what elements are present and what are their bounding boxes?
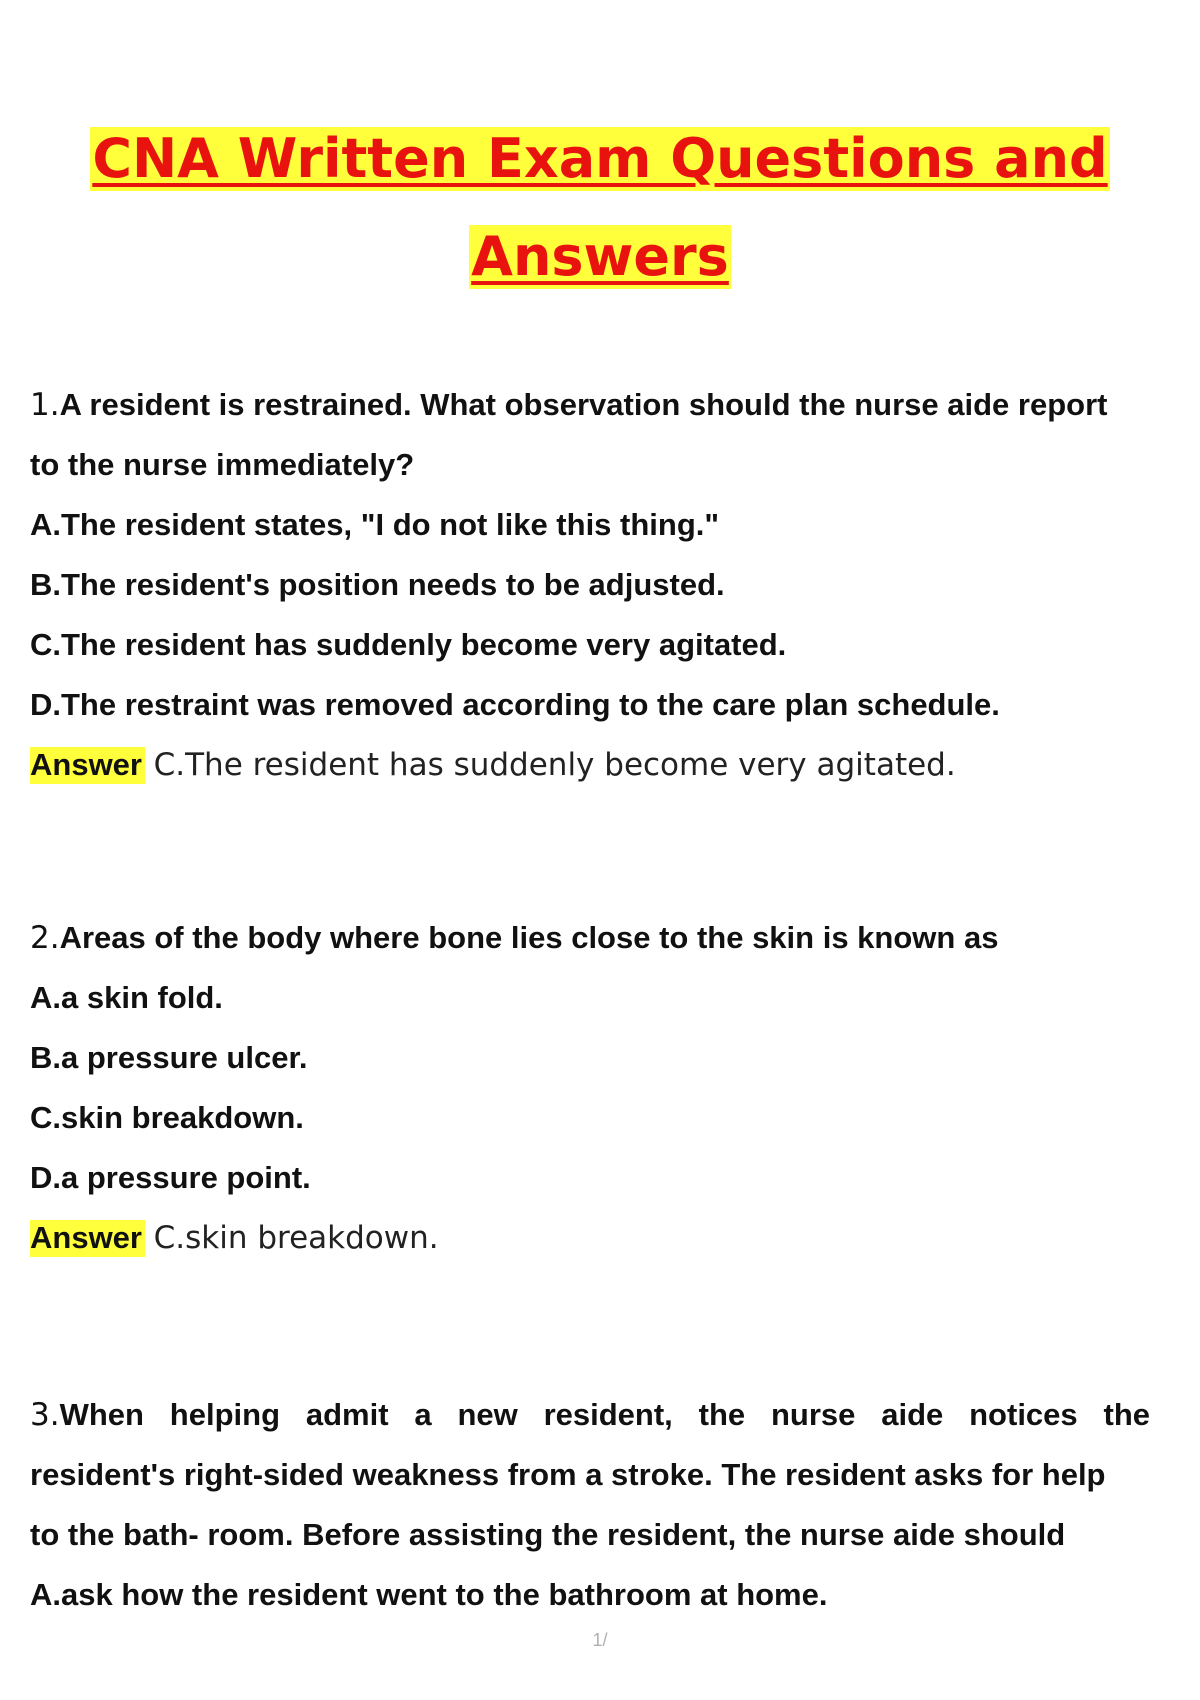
answer-row [30,1208,1150,1268]
option-d: D.The restraint was removed according to the care plan schedule. [30,687,1000,722]
title-line-2: Answers [471,225,729,288]
question-text-line: to the bath- room. Before assisting the resident, the nurse aide should [30,1517,1066,1552]
question-text: A resident is restrained. What observation should the nurse aide report [59,387,1108,422]
page-number: 1/ [592,1630,608,1650]
question-text-line [30,908,1150,968]
question-text-line: to the nurse immediately? [30,447,415,482]
title-line-1: CNA Written Exam Questions and [92,127,1108,190]
option-d: D.a pressure point. [30,1160,311,1195]
answer-row [30,735,1150,795]
answer-text: C.The resident has suddenly become very agitated. [153,747,956,783]
question-2 [30,908,1150,1268]
question-text: When helping admit a new resident, the nurse aide notices the [59,1397,1150,1432]
answer-label: Answer [30,1220,145,1257]
question-number: 3. [30,1397,60,1433]
question-text-line [30,375,1150,435]
question-text-line [30,1385,1150,1445]
option-b: B.a pressure ulcer. [30,1040,308,1075]
question-text: Areas of the body where bone lies close to the skin is known as [59,920,999,955]
question-number: 1. [30,387,60,423]
option-b: B.The resident's position needs to be adjusted. [30,567,725,602]
question-number: 2. [30,920,60,956]
option-c: C.The resident has suddenly become very agitated. [30,627,787,662]
question-3 [30,1385,1150,1625]
option-a: A.ask how the resident went to the bathroom at home. [30,1577,828,1612]
question-text-line: resident's right-sided weakness from a stroke. The resident asks for help [30,1457,1106,1492]
answer-label: Answer [30,747,145,784]
option-c: C.skin breakdown. [30,1100,304,1135]
answer-text: C.skin breakdown. [153,1220,439,1256]
option-a: A.The resident states, "I do not like this thing." [30,507,720,542]
document-title [0,110,1200,306]
question-1 [30,375,1150,795]
option-a: A.a skin fold. [30,980,223,1015]
